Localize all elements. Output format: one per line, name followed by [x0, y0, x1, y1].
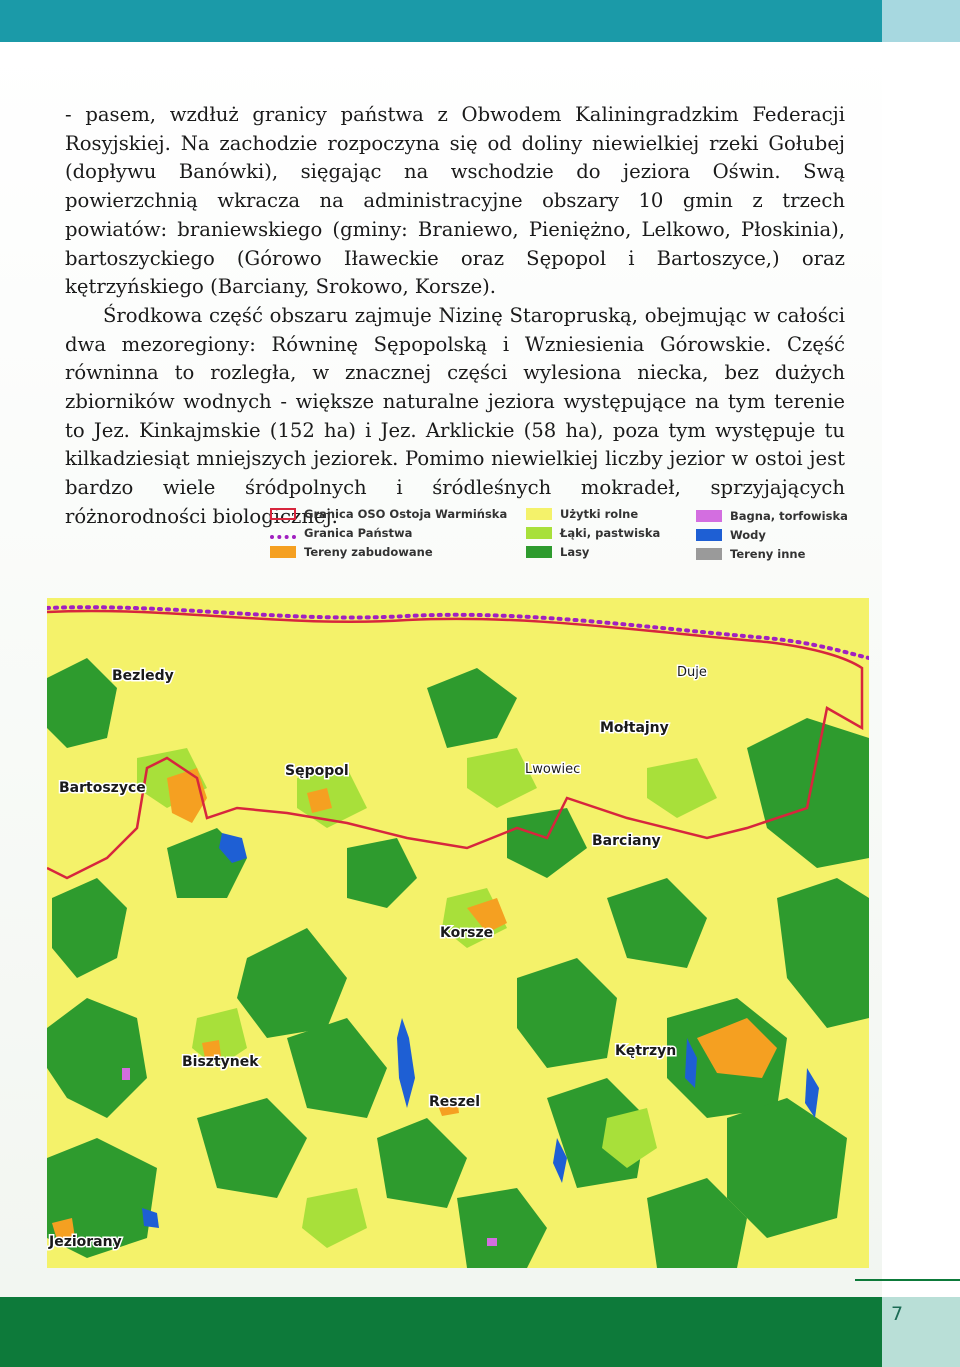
label-duje: Duje [677, 665, 707, 680]
legend-label: Granica Państwa [304, 526, 413, 540]
page-number-rule [855, 1279, 960, 1281]
label-sepopol: Sępopol [285, 763, 349, 779]
body-text [65, 101, 845, 532]
label-reszel: Reszel [429, 1094, 481, 1110]
forests-swatch [526, 546, 552, 558]
other-swatch [696, 548, 722, 560]
legend-state-boundary [270, 526, 412, 540]
label-barciany: Barciany [592, 833, 661, 849]
label-bezledy: Bezledy [112, 668, 174, 684]
paragraph-2: Środkowa część obszaru zajmuje Nizinę Staropruską, obejmując w całości dwa mezoregiony: Równinę Sępopolską i Wzniesienia Górowskie. Część równinna to rozległa, w znacznej części wylesiona niecka, bez dużych zbiorników wodnych - większe naturalne jeziora występujące na tym terenie to Jez. Kinkajmskie (152 ha) i Jez. Arklickie (58 ha), poza tym występuje tu kilkadziesiąt mniejszych jeziorek. Pomimo niewielkiej liczby jezior w ostoi jest bardzo wiele śródpolnych i śródleśnych mokradeł, sprzyjających różnorodności biologicznej. [65, 303, 845, 528]
waters-swatch [696, 529, 722, 541]
header-bar [0, 0, 882, 42]
agricultural-swatch [526, 508, 552, 520]
paragraph-1: - pasem, wzdłuż granicy państwa z Obwodem Kaliningradzkim Federacji Rosyjskiej. Na zachodzie rozpoczyna się od doliny niewielkiej rzeki Gołubej (dopływu Banówki), sięgając na wschodzie do jeziora Oświn. Swą powierzchnią wkracza na administracyjne obszary 10 gmin z trzech powiatów: braniewskiego (gminy: Braniewo, Pieniężno, Lelkowo, Płoskinia), bartoszyckiego (Górowo Iławeckie oraz Sępopol i Bartoszyce,) oraz kętrzyńskiego (Barciany, Srokowo, Korsze). [65, 103, 845, 299]
land-cover-map [47, 598, 869, 1268]
label-jeziorany: Jeziorany [49, 1234, 122, 1250]
legend-label: Użytki rolne [560, 507, 639, 521]
legend-label: Wody [730, 528, 766, 542]
page-number: 7 [890, 1303, 904, 1325]
legend-oso-boundary [270, 507, 507, 521]
meadows-swatch [526, 527, 552, 539]
legend-label: Lasy [560, 545, 590, 559]
header-bar-accent [882, 0, 960, 42]
legend-label: Łąki, pastwiska [560, 526, 661, 540]
legend-label: Tereny zabudowane [304, 545, 433, 559]
legend-meadows [526, 526, 660, 540]
state-boundary-swatch [270, 527, 296, 539]
label-lwowiec: Lwowiec [525, 762, 581, 777]
marshes-swatch [696, 510, 722, 522]
map-legend [266, 505, 866, 567]
legend-forests [526, 545, 589, 559]
legend-other [696, 547, 805, 561]
label-korsze: Korsze [440, 925, 494, 941]
side-margin [882, 42, 960, 1297]
oso-boundary-swatch [270, 508, 296, 520]
label-moltajny: Mołtajny [600, 720, 669, 736]
legend-waters [696, 528, 766, 542]
label-bartoszyce: Bartoszyce [59, 780, 146, 796]
label-bisztynek: Bisztynek [182, 1054, 259, 1070]
legend-built-up [270, 545, 433, 559]
legend-label: Granica OSO Ostoja Warmińska [304, 507, 508, 521]
label-ketrzyn: Kętrzyn [615, 1043, 677, 1059]
legend-label: Tereny inne [730, 547, 806, 561]
legend-agricultural [526, 507, 638, 521]
legend-marshes [696, 509, 848, 523]
footer-bar [0, 1297, 882, 1367]
legend-label: Bagna, torfowiska [730, 509, 848, 523]
built-up-swatch [270, 546, 296, 558]
map-svg [47, 598, 869, 1268]
